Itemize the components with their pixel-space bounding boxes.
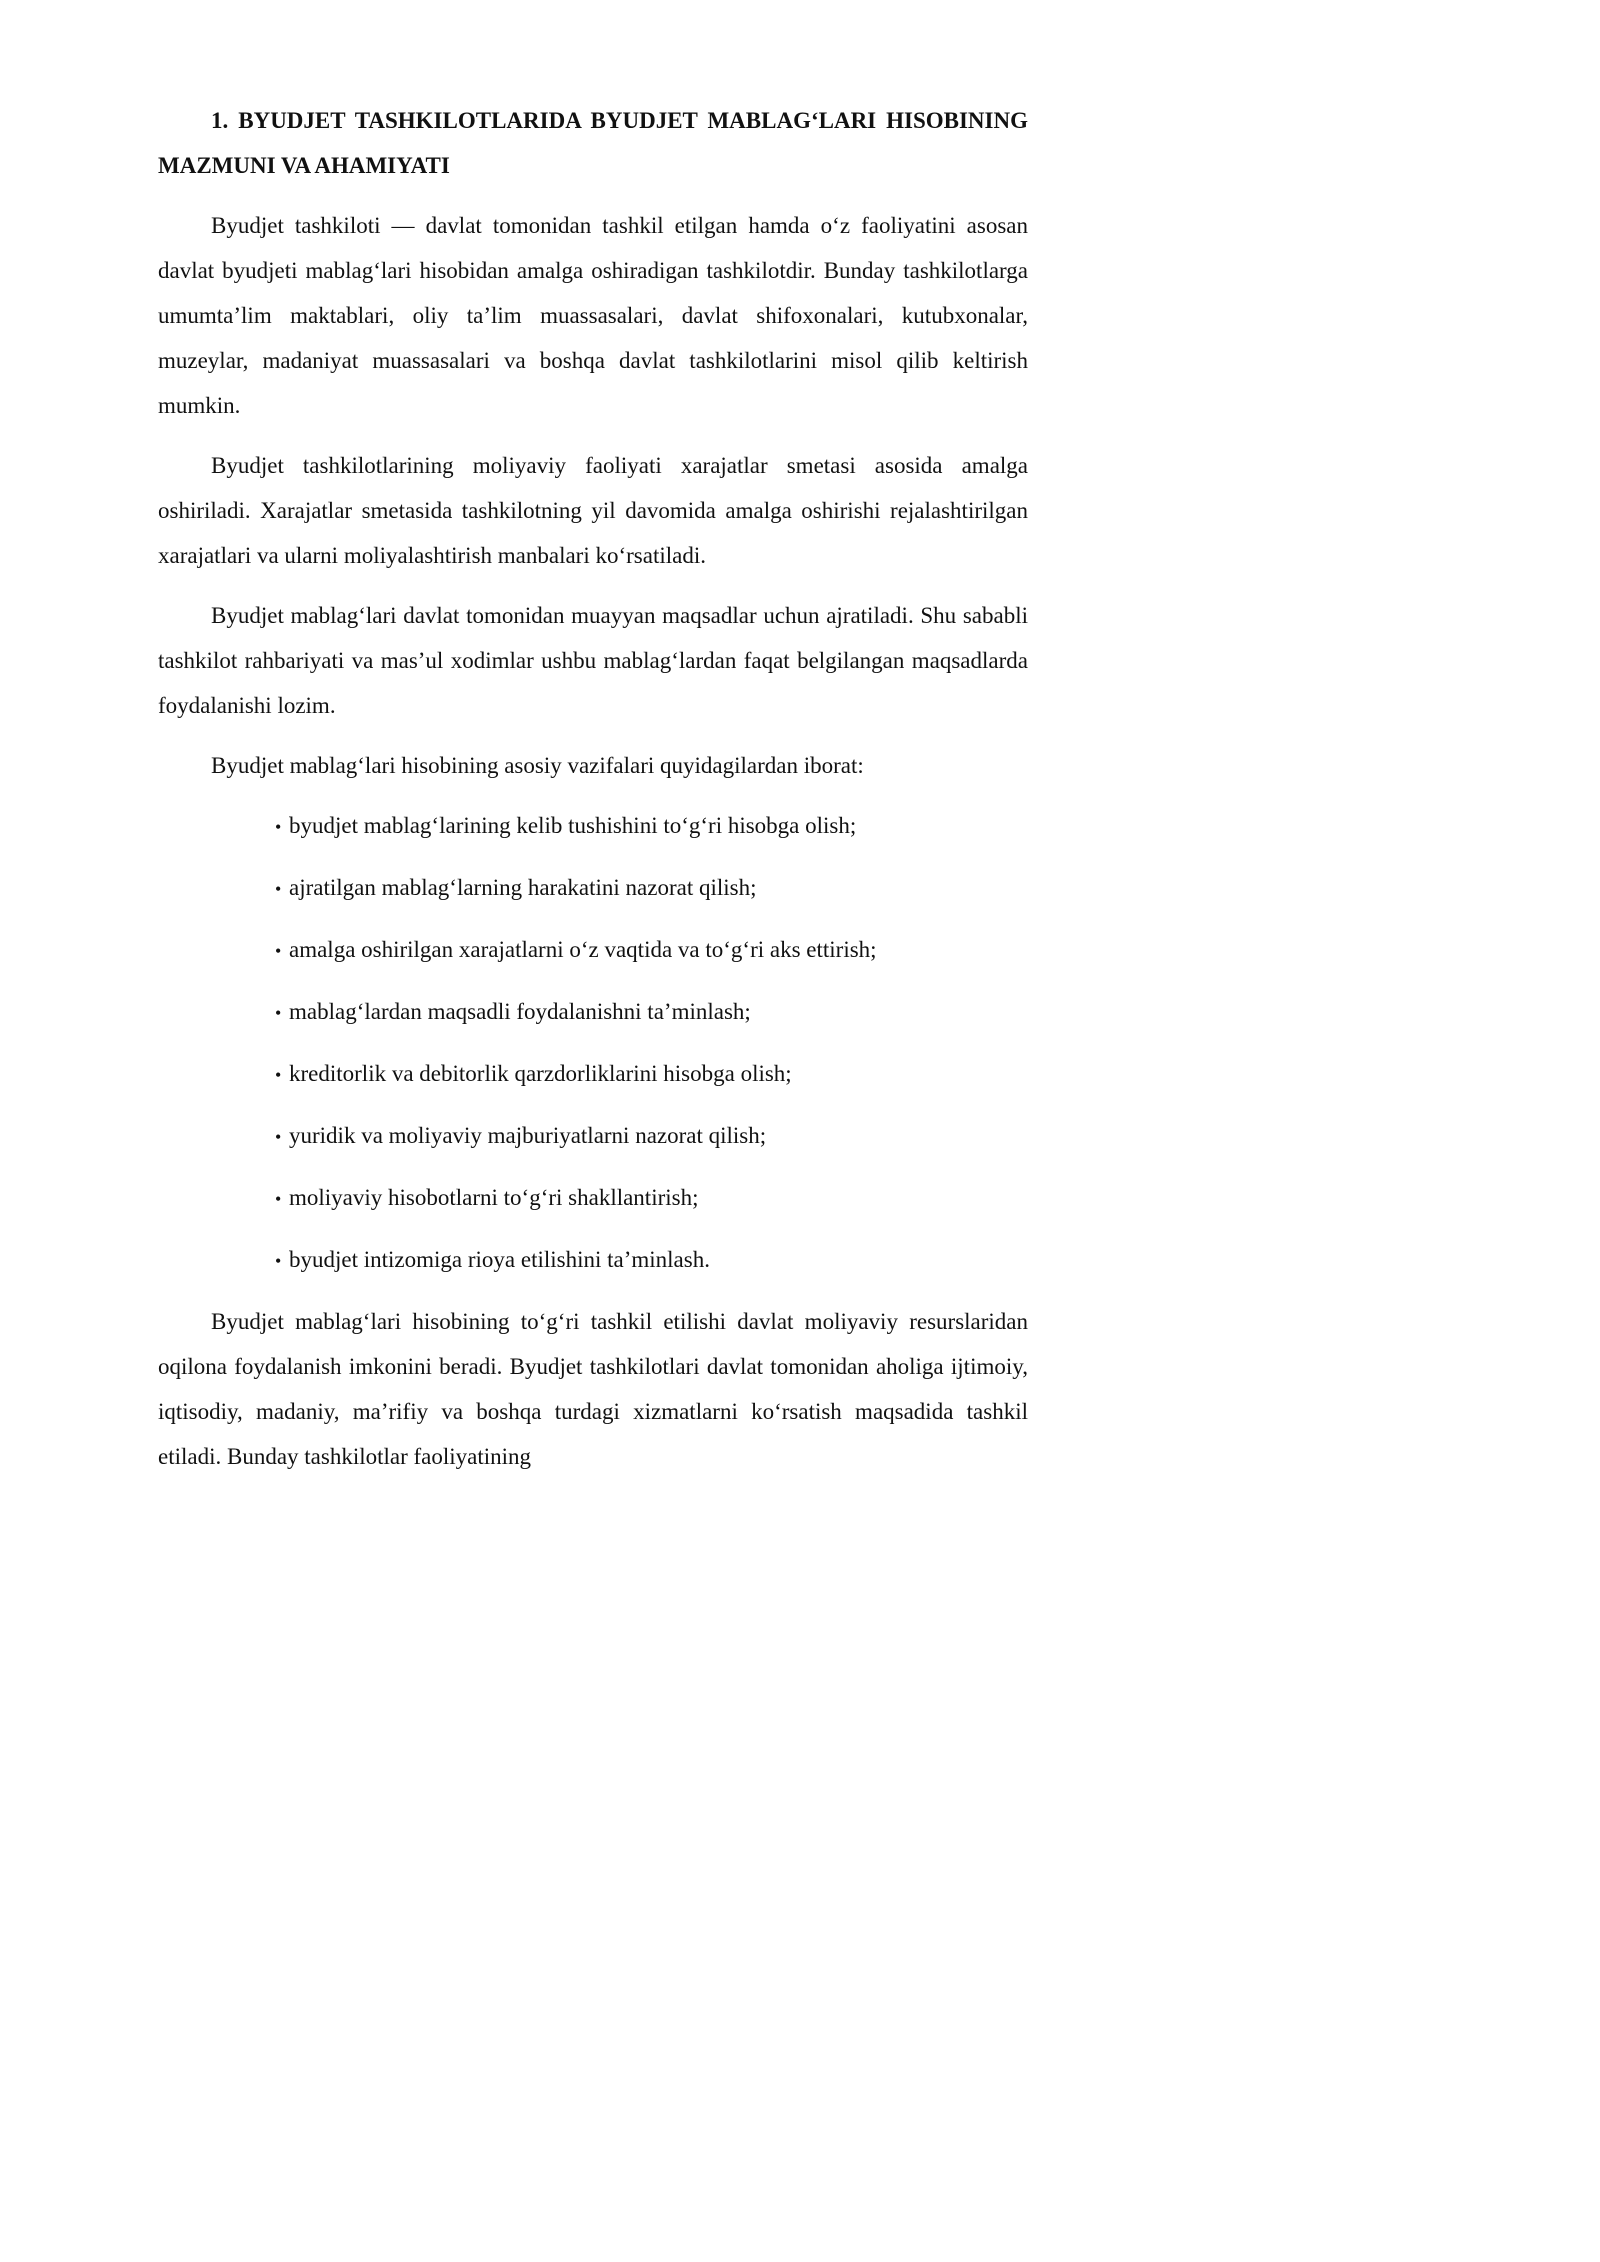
list-item [275,927,1028,974]
paragraph-tasks-intro: Byudjet mablag‘lari hisobining asosiy vazifalari quyidagilardan iborat: [211,753,864,778]
list-item-text: amalga oshirilgan xarajatlarni o‘z vaqtida va to‘g‘ri aks ettirish; [289,937,877,962]
list-item-text: kreditorlik va debitorlik qarzdorliklarini hisobga olish; [289,1061,792,1086]
list-item-text: yuridik va moliyaviy majburiyatlarni nazorat qilish; [289,1123,767,1148]
bullet-icon: • [275,1065,282,1085]
bullet-icon: • [275,1127,282,1147]
list-item [275,989,1028,1036]
bullet-icon: • [275,1251,282,1271]
bullet-icon: • [275,817,282,837]
list-item [275,1175,1028,1222]
list-item [275,803,1028,850]
bullet-icon: • [275,941,282,961]
paragraph-targeted-use: Byudjet mablag‘lari davlat tomonidan muayyan maqsadlar uchun ajratiladi. Shu sababli tashkilot rahbariyati va mas’ul xodimlar ushbu mablag‘lardan faqat belgilangan maqsadlarda foydalanishi lozim. [158,603,1028,718]
paragraph-expense-estimate: Byudjet tashkilotlarining moliyaviy faoliyati xarajatlar smetasi asosida amalga oshiriladi. Xarajatlar smetasida tashkilotning yil davomida amalga oshirishi rejalashtirilgan xarajatlari va ularni moliyalashtirish manbalari ko‘rsatiladi. [158,453,1028,568]
bullet-icon: • [275,1189,282,1209]
bullet-icon: • [275,1003,282,1023]
list-item-text: mablag‘lardan maqsadli foydalanishni ta’minlash; [289,999,751,1024]
paragraph-definition: Byudjet tashkiloti — davlat tomonidan tashkil etilgan hamda o‘z faoliyatini asosan davlat byudjeti mablag‘lari hisobidan amalga oshiradigan tashkilotdir. Bunday tashkilotlarga umumta’lim maktablari, oliy ta’lim muassasalari, davlat shifoxonalari, kutubxonalar, muzeylar, madaniyat muassasalari va boshqa davlat tashkilotlarini misol qilib keltirish mumkin. [158,213,1028,418]
tasks-list [158,803,1028,1284]
list-item-text: byudjet mablag‘larining kelib tushishini to‘g‘ri hisobga olish; [289,813,857,838]
list-item-text: ajratilgan mablag‘larning harakatini nazorat qilish; [289,875,757,900]
bullet-icon: • [275,879,282,899]
document-page [0,0,1103,1600]
section-heading: 1. BYUDJET TASHKILOTLARIDA BYUDJET MABLAG‘LARI HISOBINING MAZMUNI VA AHAMIYATI [158,108,1028,178]
paragraph-closing: Byudjet mablag‘lari hisobining to‘g‘ri tashkil etilishi davlat moliyaviy resurslaridan oqilona foydalanish imkonini beradi. Byudjet tashkilotlari davlat tomonidan aholiga ijtimoiy, iqtisodiy, madaniy, ma’rifiy va boshqa turdagi xizmatlarni ko‘rsatish maqsadida tashkil etiladi. Bunday tashkilotlar faoliyatining [158,1309,1028,1469]
list-item [275,1113,1028,1160]
list-item [275,1237,1028,1284]
list-item [275,1051,1028,1098]
list-item [275,865,1028,912]
document-body [158,98,1028,1494]
list-item-text: byudjet intizomiga rioya etilishini ta’minlash. [289,1247,710,1272]
list-item-text: moliyaviy hisobotlarni to‘g‘ri shakllantirish; [289,1185,699,1210]
